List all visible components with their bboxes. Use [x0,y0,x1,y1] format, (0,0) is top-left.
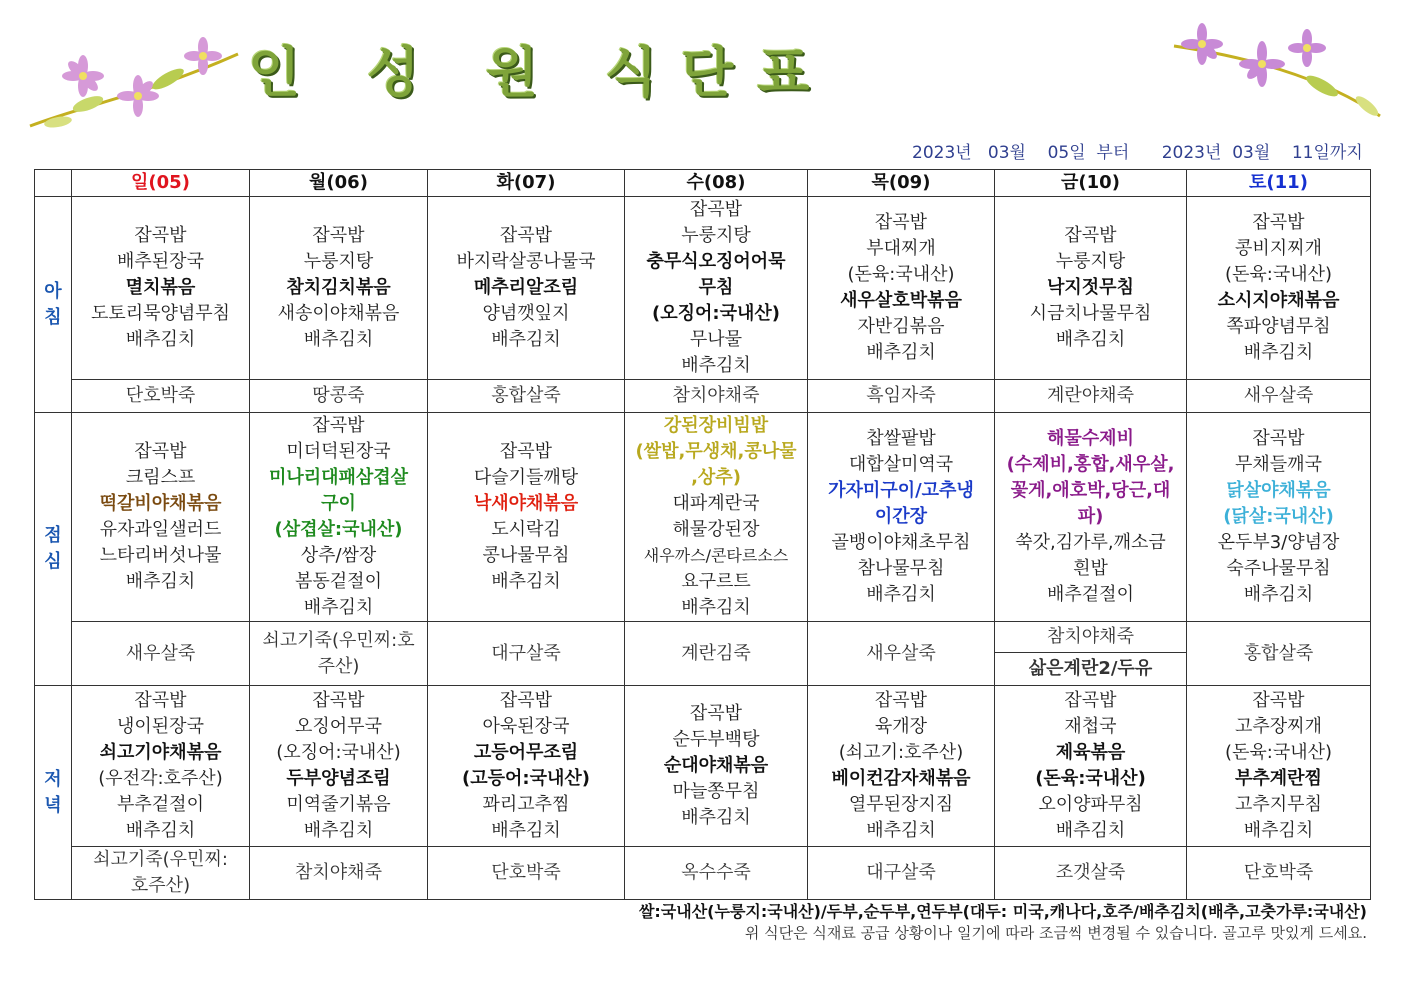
menu-item: 구이 [321,493,356,514]
porridge-cell: 참치야채죽 [250,847,428,900]
porridge-cell: 대구살죽 [428,622,625,686]
menu-item: 잡곡밥 [312,225,365,246]
menu-item: (삼겹살:국내산) [274,519,403,540]
menu-item: 멸치볶음 [125,277,196,298]
meal-label-lunch: 점 심 [35,413,72,686]
day-header: 수(08) [625,170,808,197]
lunch-row [35,413,1371,622]
breakfast-porridge-row [35,380,1371,413]
lunch-cell [625,413,808,622]
menu-item: 부추겉절이 [117,794,204,815]
menu-item: (돈육:국내산) [1224,742,1333,763]
menu-item: 소시지야채볶음 [1217,290,1340,311]
flower-right-icon [1172,16,1384,121]
day-header: 월(06) [250,170,428,197]
page-title: 인 성 원 식단표 [248,41,834,104]
menu-item: 고추장찌개 [1235,716,1322,737]
menu-item: 냉이된장국 [117,716,204,737]
lunch-cell [250,413,428,622]
menu-item: 배추김치 [491,329,561,350]
menu-item: 열무된장지짐 [848,794,954,815]
menu-item: (돈육:국내산) [1224,264,1333,285]
menu-item: 배추김치 [866,820,936,841]
menu-item: 잡곡밥 [499,441,553,462]
menu-item: 꽈리고추찜 [482,794,570,815]
menu-item: 대합살미역국 [848,454,954,475]
menu-item: 새우까스/콘타르소스 [643,546,789,565]
menu-item: 온두부3/양념장 [1217,532,1340,553]
menu-item: 가자미구이/고추냉 [828,480,974,501]
menu-item: 요구르트 [681,571,751,592]
menu-item: 잡곡밥 [134,225,187,246]
breakfast-cell [1187,197,1371,380]
menu-item: (쌀밥,무생채,콩나물 [635,441,797,462]
menu-item: 도시락김 [491,519,561,540]
menu-item: 새우살호박볶음 [840,290,962,311]
menu-item: 콩나물무침 [482,545,570,566]
breakfast-cell [808,197,995,380]
menu-item: 누룽지탕 [1055,251,1126,272]
porridge-cell: 단호박죽 [1187,847,1371,900]
menu-item: 고등어무조림 [473,742,579,763]
menu-item: 배추김치 [681,355,751,376]
porridge-cell: 홍합살죽 [428,380,625,413]
menu-item: 배추김치 [681,807,751,828]
porridge-cell: 흑임자죽 [808,380,995,413]
porridge-cell: 단호박죽 [428,847,625,900]
menu-item: 참치김치볶음 [286,277,391,298]
menu-item: 무채들깨국 [1235,454,1322,475]
dinner-cell [808,686,995,847]
menu-item: 배추김치 [303,329,374,350]
breakfast-cell [428,197,625,380]
menu-item: 잡곡밥 [134,690,187,711]
menu-item: 대파계란국 [672,493,760,514]
menu-item: 오징어무국 [295,716,382,737]
menu-item: 쪽파양념무침 [1226,316,1331,337]
menu-item: 낙지젓무침 [1047,277,1134,298]
porridge-cell: 새우살죽 [1187,380,1371,413]
menu-item: 순대야채볶음 [663,755,769,776]
menu-item: 숙주나물무침 [1226,558,1331,579]
breakfast-cell [995,197,1187,380]
breakfast-cell [625,197,808,380]
menu-item: (우전각:호주산) [98,768,223,789]
menu-item: 배추김치 [491,820,561,841]
menu-item: 순두부백탕 [672,729,760,750]
menu-item: 상추/쌈장 [300,545,377,566]
lunch-cell [428,413,625,622]
menu-item: 배추김치 [1055,329,1126,350]
menu-item: 배추김치 [1243,820,1314,841]
menu-item: 잡곡밥 [499,690,553,711]
dinner-row [35,686,1371,847]
menu-item: (고등어:국내산) [462,768,590,789]
menu-item: 느타리버섯나물 [99,545,222,566]
menu-item: 무침 [698,277,734,298]
meal-label-breakfast: 아 침 [35,197,72,413]
day-header: 일(05) [72,170,250,197]
menu-item: 잡곡밥 [874,690,928,711]
menu-item: 잡곡밥 [134,441,187,462]
menu-item: 배추김치 [1243,584,1314,605]
day-header: 화(07) [428,170,625,197]
menu-item: 마늘쫑무침 [672,781,760,802]
flower-left-icon [28,34,243,134]
menu-item: 배추김치 [125,329,196,350]
menu-item: (돈육:국내산) [1035,768,1146,789]
menu-item: 메추리알조림 [473,277,579,298]
lunch-cell [1187,413,1371,622]
menu-item: 누룽지탕 [681,225,751,246]
menu-item: ,상추) [691,467,741,488]
dinner-cell [625,686,808,847]
menu-item: 파) [1077,506,1104,527]
menu-item: 잡곡밥 [312,690,365,711]
day-header: 토(11) [1187,170,1371,197]
menu-item: 시금치나물무침 [1029,303,1152,324]
menu-item: 배추김치 [866,342,936,363]
menu-item: 콩비지찌개 [1235,238,1322,259]
menu-item: 제육볶음 [1055,742,1126,763]
menu-item: 배추김치 [125,571,196,592]
menu-item: 배추김치 [1055,820,1126,841]
menu-item: 잡곡밥 [1252,212,1305,233]
lunch-cell [808,413,995,622]
corner-cell [35,170,72,197]
menu-item: 봄동겉절이 [295,571,382,592]
menu-item: 도토리묵양념무침 [90,303,231,324]
origin-note: 쌀:국내산(누룽지:국내산)/두부,순두부,연두부(대두: 미국,캐나다,호주/배추김치(배추,고춧가루:국내산) [638,902,1367,921]
porridge-cell: 조갯살죽 [995,847,1187,900]
menu-item: 크림스프 [125,467,196,488]
menu-item: 쑥갓,김가루,깨소금 [1015,532,1166,553]
porridge-cell: 쇠고기죽(우민찌:호주산) [72,847,250,900]
menu-item: 배추겉절이 [1047,584,1134,605]
lunch-cell [995,413,1187,622]
menu-item: 충무식오징어어묵 [646,251,786,272]
menu-item: 배추김치 [303,820,374,841]
dinner-cell [72,686,250,847]
menu-item: 배추김치 [491,571,561,592]
menu-item: 육개장 [874,716,928,737]
extra-cell: 삶은계란2/두유 [995,653,1187,686]
menu-item: 두부양념조림 [286,768,391,789]
porridge-cell: 계란김죽 [625,622,808,686]
menu-item: 골뱅이야채초무침 [831,532,971,553]
menu-item: 잡곡밥 [1252,428,1305,449]
menu-item: (오징어:국내산) [652,303,780,324]
day-header: 금(10) [995,170,1187,197]
menu-item: 부추계란찜 [1235,768,1322,789]
menu-item: 참나물무침 [857,558,945,579]
menu-item: 유자과일샐러드 [99,519,222,540]
menu-item: (돈육:국내산) [847,264,955,285]
menu-item: 낙새야채볶음 [473,493,579,514]
menu-table [34,169,1371,900]
menu-item: (오징어:국내산) [276,742,401,763]
menu-item: 닭살야채볶음 [1226,480,1331,501]
menu-item: 잡곡밥 [689,199,743,220]
dinner-porridge-row [35,847,1371,900]
menu-item: 오이양파무침 [1038,794,1143,815]
porridge-cell: 단호박죽 [72,380,250,413]
porridge-cell: 쇠고기죽(우민찌:호주산) [250,622,428,686]
menu-item: 잡곡밥 [1064,225,1117,246]
menu-item: 무나물 [689,329,743,350]
menu-item: 재첩국 [1064,716,1117,737]
change-notice: 위 식단은 식재료 공급 상황이나 일기에 따라 조금씩 변경될 수 있습니다. 골고루 맛있게 드세요. [744,924,1367,942]
menu-item: 배추김치 [1243,342,1314,363]
menu-item: 미나리대패삼겹살 [268,467,409,488]
porridge-cell: 대구살죽 [808,847,995,900]
dinner-cell [1187,686,1371,847]
menu-item: 부대찌개 [866,238,936,259]
menu-item: 배추된장국 [117,251,204,272]
dinner-cell [250,686,428,847]
day-header: 목(09) [808,170,995,197]
menu-item: 잡곡밥 [499,225,553,246]
menu-item: 잡곡밥 [312,415,365,436]
breakfast-row [35,197,1371,380]
dinner-cell [995,686,1187,847]
menu-item: 미더덕된장국 [286,441,391,462]
date-range: 2023년 03월 05일 부터 2023년 03월 11일까지 [912,143,1363,163]
porridge-cell: 계란야채죽 [995,380,1187,413]
menu-item: 떡갈비야채볶음 [99,493,222,514]
menu-item: 다슬기들깨탕 [473,467,579,488]
menu-item: 잡곡밥 [689,703,743,724]
menu-item: 아욱된장국 [482,716,570,737]
breakfast-cell [250,197,428,380]
menu-item: 배추김치 [303,597,374,618]
breakfast-cell [72,197,250,380]
menu-item: (쇠고기:호주산) [838,742,964,763]
menu-item: 찹쌀팥밥 [866,428,936,449]
menu-item: 배추김치 [866,584,936,605]
meal-label-dinner: 저 녁 [35,686,72,900]
menu-item: (닭살:국내산) [1223,506,1334,527]
menu-item: 잡곡밥 [1252,690,1305,711]
menu-item: 미역줄기볶음 [286,794,391,815]
porridge-cell: 새우살죽 [808,622,995,686]
menu-item: (수제비,홍합,새우살, [1006,454,1175,475]
menu-item: 이간장 [874,506,928,527]
menu-item: 양념깻잎지 [482,303,570,324]
porridge-cell: 홍합살죽 [1187,622,1371,686]
menu-item: 바지락살콩나물국 [456,251,596,272]
menu-item: 잡곡밥 [874,212,928,233]
menu-item: 잡곡밥 [1064,690,1117,711]
porridge-cell: 참치야채죽 [995,622,1187,653]
porridge-cell: 땅콩죽 [250,380,428,413]
menu-item: 자반김볶음 [857,316,945,337]
porridge-cell: 옥수수죽 [625,847,808,900]
lunch-porridge-row [35,622,1371,653]
lunch-cell [72,413,250,622]
menu-item: 강된장비빔밥 [663,415,769,436]
menu-item: 쇠고기야채볶음 [99,742,222,763]
porridge-cell: 새우살죽 [72,622,250,686]
menu-item: 해물강된장 [672,519,760,540]
menu-item: 고추지무침 [1235,794,1322,815]
menu-item: 배추김치 [681,597,751,618]
menu-item: 누룽지탕 [303,251,374,272]
menu-item: 꽃게,애호박,당근,대 [1010,480,1171,501]
menu-item: 흰밥 [1073,558,1108,579]
menu-item: 베이컨감자채볶음 [831,768,971,789]
menu-item: 해물수제비 [1047,428,1134,449]
dinner-cell [428,686,625,847]
header-row [35,170,1371,197]
menu-item: 배추김치 [125,820,196,841]
porridge-cell: 참치야채죽 [625,380,808,413]
menu-item: 새송이야채볶음 [277,303,400,324]
